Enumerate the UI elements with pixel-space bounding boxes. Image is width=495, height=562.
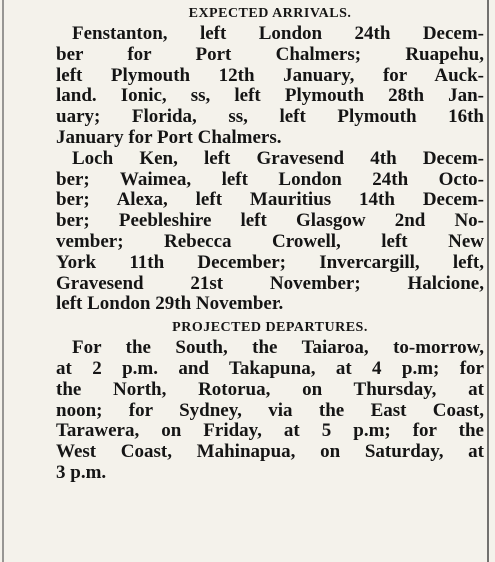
section-heading: PROJECTED DEPARTURES. (172, 320, 368, 336)
text-line: Tarawera, on Friday, at 5 p.m; for the (56, 420, 484, 442)
text-line: left Plymouth 12th January, for Auck- (56, 64, 484, 86)
text-line: 3 p.m. (56, 461, 107, 483)
text-line: the North, Rotorua, on Thursday, at (56, 378, 484, 400)
text-line: left London 29th November. (56, 293, 284, 315)
text-line: ber; Waimea, left London 24th Octo- (56, 168, 484, 190)
text-line: For the South, the Taiaroa, to-morrow, (72, 337, 484, 359)
text-line: vember; Rebecca Crowell, left New (56, 230, 484, 252)
text-line: Fenstanton, left London 24th Decem- (72, 23, 484, 44)
text-line: ber; Peebleshire left Glasgow 2nd No- (56, 210, 484, 232)
text-line: ber; Alexa, left Mauritius 14th Decem- (56, 189, 484, 211)
text-line: January for Port Chalmers. (56, 126, 282, 148)
paragraph (56, 24, 484, 149)
text-line: at 2 p.m. and Takapuna, at 4 p.m; for (56, 357, 484, 379)
text-line: West Coast, Mahinapua, on Saturday, at (56, 441, 484, 463)
column-rule-left (2, 0, 4, 562)
text-line: noon; for Sydney, via the East Coast, (56, 399, 484, 421)
text-line: land. Ionic, ss, left Plymouth 28th Jan- (56, 85, 484, 107)
text-line: Loch Ken, left Gravesend 4th Decem- (72, 147, 484, 169)
text-line: York 11th December; Invercargill, left, (56, 251, 484, 273)
text-line: Gravesend 21st November; Halcione, (56, 272, 484, 294)
section-heading: EXPECTED ARRIVALS. (188, 6, 352, 21)
section-projected-departures (56, 318, 484, 484)
paragraph (56, 338, 484, 484)
paragraph (56, 149, 484, 315)
text-line: ber for Port Chalmers; Ruapehu, (56, 43, 484, 65)
column-rule-right (487, 0, 489, 562)
section-expected-arrivals (56, 4, 484, 315)
text-line: uary; Florida, ss, left Plymouth 16th (56, 106, 484, 128)
shipping-column (56, 4, 484, 484)
